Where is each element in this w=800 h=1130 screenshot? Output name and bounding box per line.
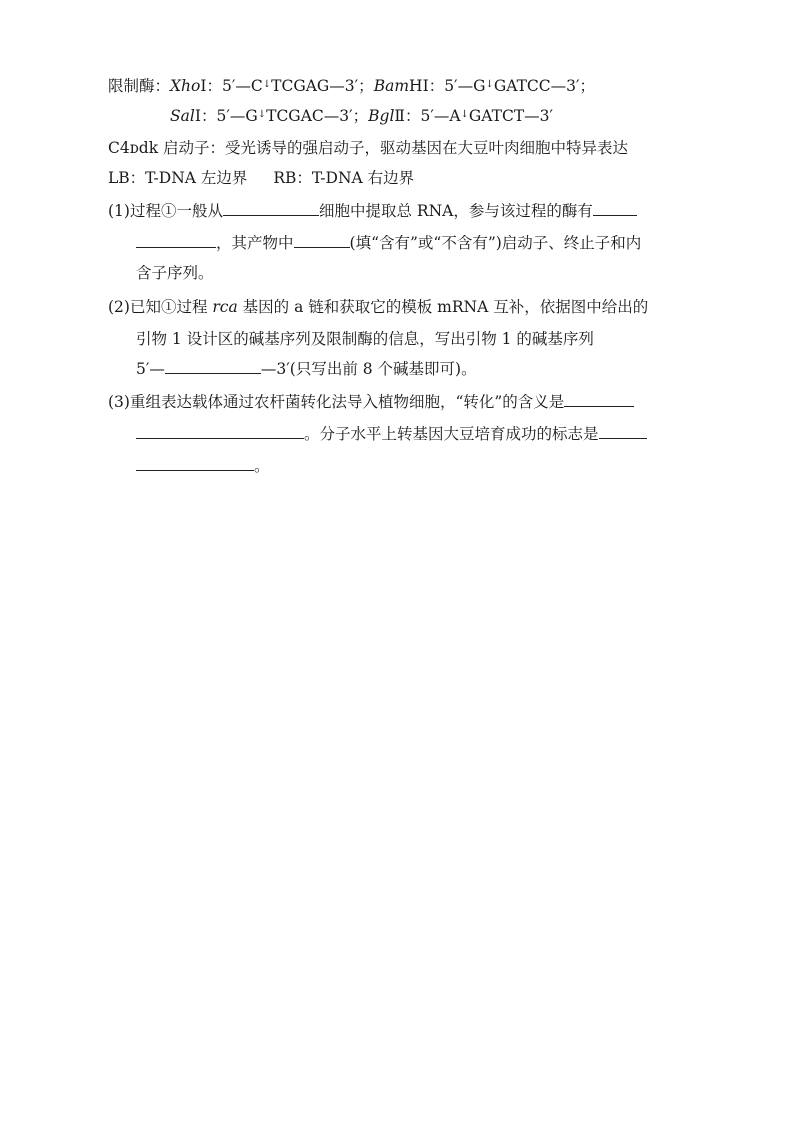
lb-note: LB：T-DNA 左边界 — [108, 169, 248, 187]
bam-seq-b: GATCC—3′； — [493, 77, 596, 95]
q2-blank-primer[interactable] — [165, 359, 261, 374]
q1-line-3: 含子序列。 — [136, 264, 214, 282]
bgl-seq-b: GATCT—3′ — [468, 107, 554, 125]
sal-seq-b: TCGAC—3′； — [266, 107, 369, 125]
q1-line-1 — [108, 200, 637, 222]
q1-text-d: (填“含有”或“不含有”)启动子、终止子和内 — [349, 234, 642, 252]
c4pdk-note: C4ᴅdk 启动子：受光诱导的强启动子，驱动基因在大豆叶肉细胞中特异表达 — [108, 139, 629, 157]
q2-line-1 — [108, 296, 648, 318]
q2-text-b: 基因的 a 链和获取它的模板 mRNA 互补，依据图中给出的 — [237, 298, 649, 316]
bgl-name: Bgl — [368, 107, 395, 125]
q1-text-a: (1)过程①一般从 — [108, 202, 223, 220]
q1-blank-cell-type[interactable] — [223, 201, 319, 216]
q2-line-2: 引物 1 设计区的碱基序列及限制酶的信息，写出引物 1 的碱基序列 — [136, 330, 594, 348]
q1-blank-enzymes[interactable] — [593, 201, 637, 216]
xho-seq-a: ：5′—C — [206, 77, 263, 95]
enzyme-line-1 — [108, 74, 595, 97]
q3-text-b: 。分子水平上转基因大豆培育成功的标志是 — [304, 425, 599, 443]
xho-seq-b: TCGAG—3′； — [271, 77, 374, 95]
q2-text-d: 5′— — [136, 360, 165, 378]
q2-text-e: —3′(只写出前 8 个碱基即可)。 — [260, 360, 477, 378]
cut-arrow-icon: ↓ — [262, 79, 272, 90]
cut-arrow-icon: ↓ — [485, 79, 494, 90]
gene-name: rca — [212, 298, 238, 316]
q3-blank-meaning[interactable] — [564, 392, 634, 407]
border-notes — [108, 167, 414, 189]
enzyme-line-2 — [170, 104, 553, 127]
bam-name: Bam — [373, 77, 410, 95]
q2-line-3 — [136, 358, 477, 380]
rb-note: RB：T-DNA 右边界 — [273, 169, 415, 187]
sal-name: Sal — [170, 107, 195, 125]
bgl-roman: Ⅱ — [394, 107, 405, 125]
q3-text-c: 。 — [254, 457, 270, 475]
q3-text-a: (3)重组表达载体通过农杆菌转化法导入植物细胞，“转化”的含义是 — [108, 393, 565, 411]
bam-seq-a: ：5′—G — [428, 77, 486, 95]
sal-seq-a: ：5′—G — [200, 107, 258, 125]
q3-blank-marker-cont[interactable] — [136, 456, 254, 471]
q3-blank-marker[interactable] — [599, 424, 647, 439]
bam-h: H — [409, 77, 423, 95]
q3-line-1 — [108, 391, 634, 413]
q2-text-a: (2)已知①过程 — [108, 298, 213, 316]
q1-blank-enzymes-cont[interactable] — [136, 233, 216, 248]
cut-arrow-icon: ↓ — [460, 109, 469, 120]
q1-text-b: 细胞中提取总 RNA，参与该过程的酶有 — [318, 202, 593, 220]
bam-roman: Ⅰ — [422, 77, 429, 95]
q1-line-2 — [136, 232, 641, 254]
xho-name: Xho — [170, 77, 201, 95]
q1-text-c: ，其产物中 — [216, 234, 294, 252]
xho-roman: Ⅰ — [200, 77, 207, 95]
q3-line-3 — [136, 455, 270, 477]
cut-arrow-icon: ↓ — [257, 109, 267, 120]
bgl-seq-a: ：5′—A — [404, 107, 461, 125]
enzyme-label: 限制酶： — [108, 77, 171, 95]
q3-blank-meaning-cont[interactable] — [136, 424, 304, 439]
sal-roman: Ⅰ — [194, 107, 201, 125]
q3-line-2 — [136, 423, 647, 445]
q1-blank-contains[interactable] — [294, 233, 350, 248]
